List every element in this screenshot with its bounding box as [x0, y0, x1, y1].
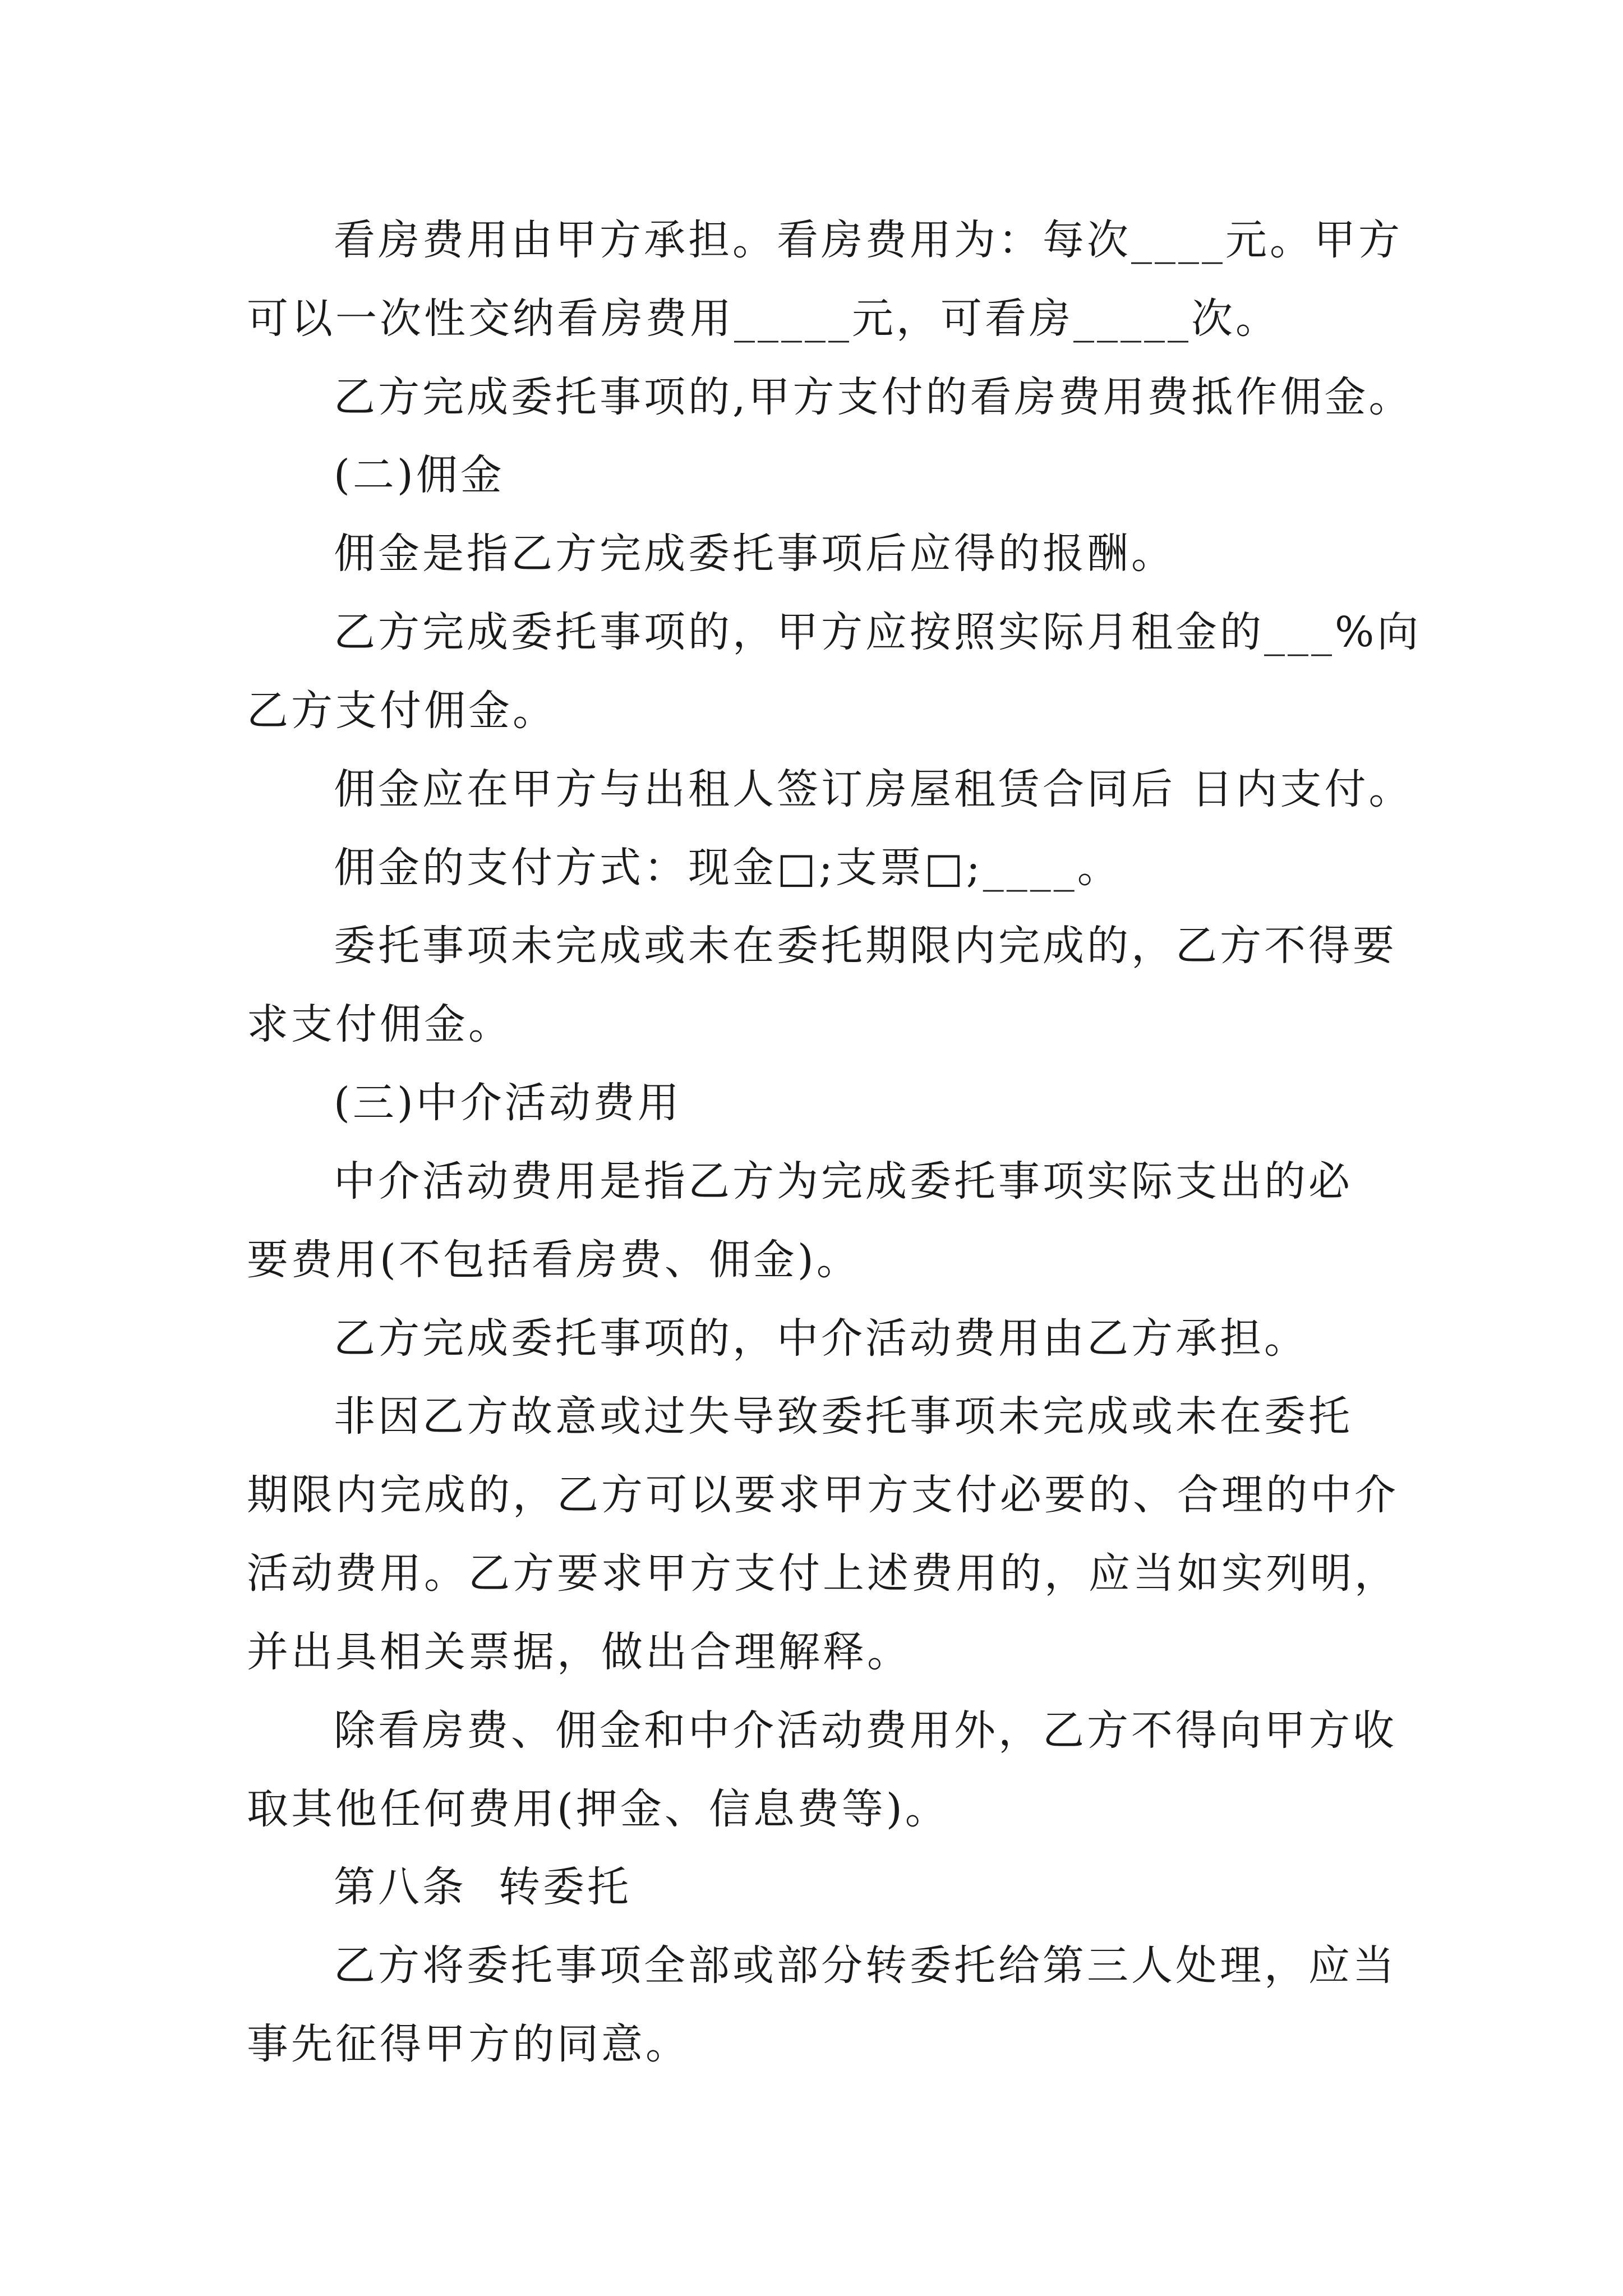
paragraph-line: 乙方完成委托事项的,甲方支付的看房费用费抵作佣金。 [334, 373, 1413, 421]
section-heading: (二)佣金 [334, 451, 505, 499]
article-heading: 第八条 转委托 [334, 1863, 632, 1911]
paragraph-line: 佣金是指乙方完成委托事项后应得的报酬。 [334, 530, 1175, 578]
paragraph-line: 要费用(不包括看房费、佣金)。 [247, 1236, 861, 1284]
paragraph-line: 乙方将委托事项全部或部分转委托给第三人处理，应当 [334, 1941, 1397, 1990]
paragraph-line: 乙方完成委托事项的，甲方应按照实际月租金的___%向 [334, 608, 1422, 656]
paragraph-line: 期限内完成的，乙方可以要求甲方支付必要的、合理的中介 [247, 1471, 1399, 1519]
paragraph-line: 可以一次性交纳看房费用_____元，可看房_____次。 [247, 295, 1280, 343]
paragraph-line: 佣金的支付方式：现金□;支票□;____。 [334, 844, 1122, 892]
paragraph-line: 乙方完成委托事项的，中介活动费用由乙方承担。 [334, 1314, 1308, 1363]
paragraph-line: 取其他任何费用(押金、信息费等)。 [247, 1785, 949, 1833]
paragraph-line: 乙方支付佣金。 [247, 687, 557, 735]
paragraph-line: 看房费用由甲方承担。看房费用为：每次____元。甲方 [334, 216, 1403, 264]
paragraph-line: 活动费用。乙方要求甲方支付上述费用的，应当如实列明， [247, 1549, 1399, 1598]
paragraph-line: 佣金应在甲方与出租人签订房屋租赁合同后 日内支付。 [334, 765, 1413, 813]
paragraph-line: 事先征得甲方的同意。 [247, 2020, 690, 2068]
paragraph-line: 求支付佣金。 [247, 1000, 513, 1048]
paragraph-line: 除看房费、佣金和中介活动费用外，乙方不得向甲方收 [334, 1706, 1397, 1755]
section-heading: (三)中介活动费用 [334, 1079, 682, 1127]
paragraph-line: 并出具相关票据，做出合理解释。 [247, 1628, 911, 1676]
paragraph-line: 非因乙方故意或过失导致委托事项未完成或未在委托 [334, 1392, 1353, 1441]
paragraph-line: 中介活动费用是指乙方为完成委托事项实际支出的必 [334, 1157, 1353, 1205]
paragraph-line: 委托事项未完成或未在委托期限内完成的，乙方不得要 [334, 922, 1397, 970]
